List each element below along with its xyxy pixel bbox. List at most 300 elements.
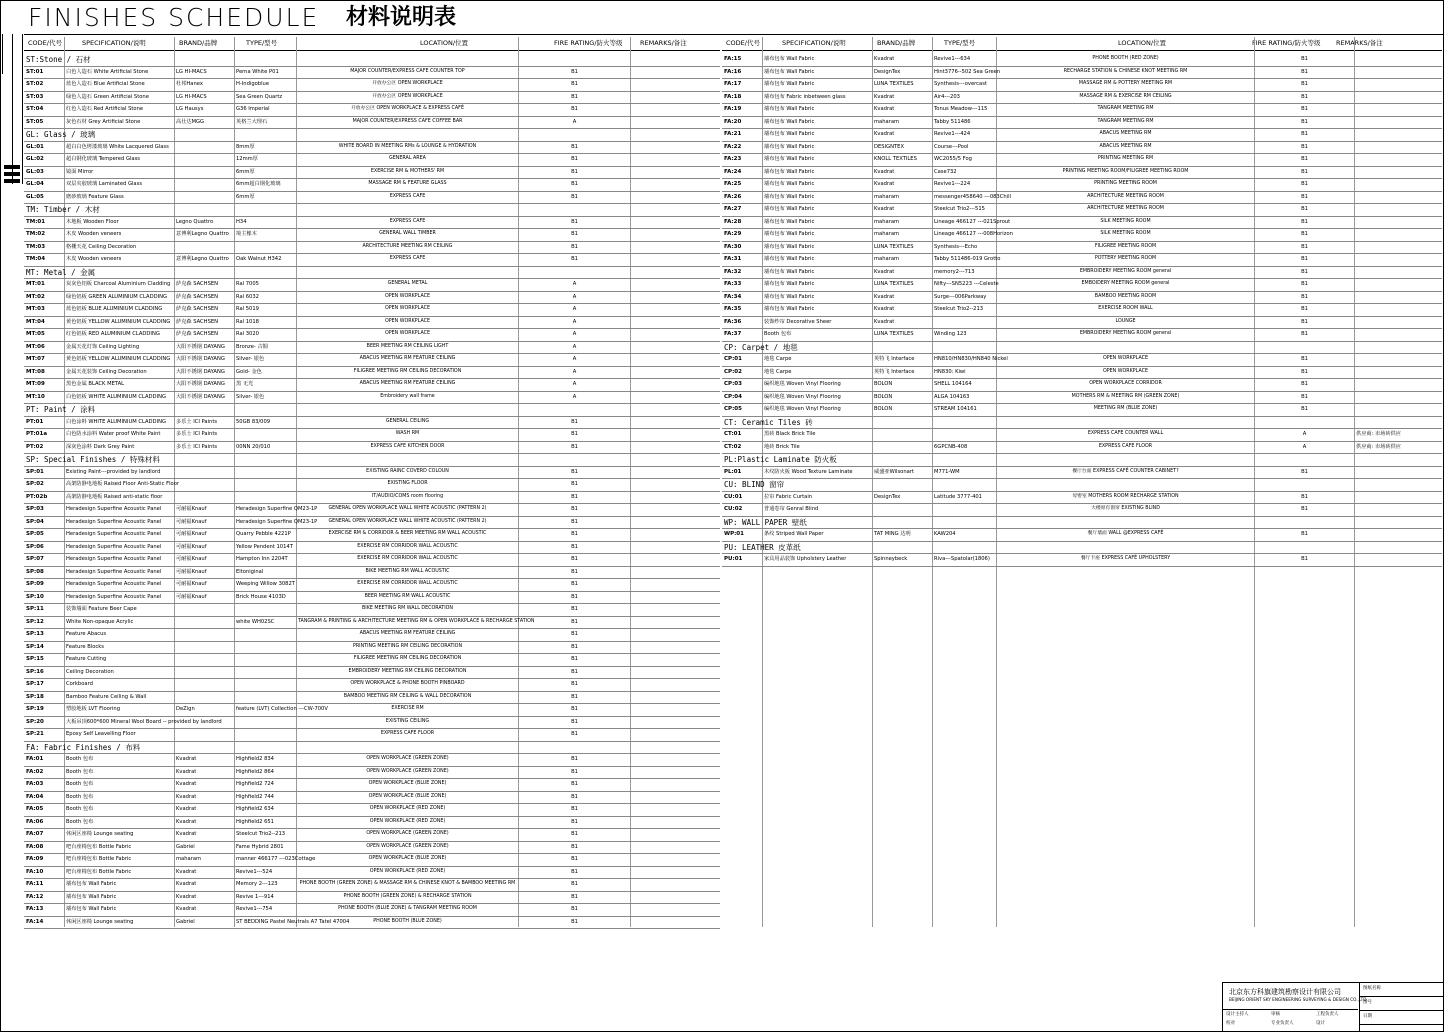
cell-location: PHONE BOOTH (GREEN ZONE) & MASSAGE RM & CHINESE KNOT & BAMBOO MEETING RM <box>299 881 516 886</box>
cell-brand: DeZign <box>176 706 195 712</box>
column-header-spec: SPECIFICATION/说明 <box>82 39 146 47</box>
cell-type: Memory 2---123 <box>236 881 278 887</box>
cell-type: Ral 6032 <box>236 293 259 300</box>
row-rule <box>24 841 720 842</box>
cell-type: Brick House 4103D <box>236 593 286 600</box>
title-block-info <box>1359 983 1444 1031</box>
row-rule <box>24 178 720 179</box>
cell-fire: B1 <box>1301 106 1308 112</box>
column-divider <box>1254 37 1255 927</box>
cell-code: CP:05 <box>724 406 742 412</box>
cell-code: TM:03 <box>26 243 46 250</box>
cell-code: FA:17 <box>724 81 742 87</box>
cell-spec: 休闲区座椅 Lounge seating <box>66 831 134 837</box>
cell-spec: 木地板 Wooden Floor <box>66 218 119 225</box>
cell-fire: B1 <box>571 781 578 787</box>
row-rule <box>24 328 720 329</box>
cell-location: 餐厅墙面 WALL @EXPRESS CAFÉ <box>1087 531 1164 536</box>
cell-spec: 蓝色人造石 Blue Artificial Stone <box>66 81 145 87</box>
cell-fire: B1 <box>571 556 578 562</box>
cell-fire: A <box>572 331 577 337</box>
cell-type: Tonus Meadow---115 <box>934 106 988 112</box>
column-header-code: CODE/代号 <box>28 39 62 47</box>
cell-location: EXPRESS CAFE FLOOR <box>1098 443 1153 449</box>
cell-fire: B1 <box>571 568 578 575</box>
row-rule <box>24 103 720 104</box>
cell-type: Ral 1018 <box>236 318 259 325</box>
cell-fire: A <box>1302 443 1307 450</box>
cell-fire: A <box>572 281 577 287</box>
cell-location: GENERAL OPEN WORKPLACE WALL WHITE ACOUSTIC (PATTERN 2) <box>328 506 487 511</box>
cell-code: MT:10 <box>26 393 45 400</box>
cell-type: WC2055/5 Fog <box>934 156 972 162</box>
cell-spec: 墙布包布 Wall Fabric <box>764 81 815 87</box>
cell-code: FA:02 <box>26 768 44 775</box>
cell-fire: A <box>572 381 577 387</box>
row-rule <box>24 66 720 67</box>
cell-location: ABACUS MEETING RM FEATURE CEILING <box>359 631 456 636</box>
cell-code: FA:25 <box>724 181 742 187</box>
section-heading: SP: Special Finishes / 特殊材料 <box>26 455 160 464</box>
cell-location: EXERCISE ROOM WALL <box>1098 306 1153 311</box>
cell-spec: 休闲区座椅 Lounge seating <box>66 918 134 925</box>
cell-type: KAW204 <box>934 531 956 537</box>
cell-spec: 墙布包布 Wall Fabric <box>764 281 815 287</box>
cell-location: EXPRESS CAFE <box>389 193 426 199</box>
column-divider <box>932 37 933 927</box>
cell-type: Tabby 511486 <box>934 118 971 125</box>
cell-spec: 炭灰色铝板 Charcoal Aluminium Cladding <box>66 281 171 287</box>
cell-location: EXERCISE RM CORRIDOR WALL ACOUSTIC <box>357 581 458 586</box>
row-rule <box>722 91 1442 92</box>
row-rule <box>722 466 1442 467</box>
row-rule <box>24 166 720 167</box>
cell-brand: 可耐福Knauf <box>176 518 207 525</box>
cell-location: EXISTING FLOOR <box>387 481 428 486</box>
cell-spec: 超白白色烤漆玻璃 White Lacquered Glass <box>66 143 169 150</box>
cell-location: BIKE MEETING RM WALL DECORATION <box>361 606 454 611</box>
cell-fire: B1 <box>1301 331 1308 337</box>
cell-type: HN810/HN830/HN840 Nickel <box>934 356 1008 362</box>
cell-spec: 黑色金属 BLACK METAL <box>66 381 125 387</box>
cell-spec: 拉帘 Fabric Curtain <box>764 493 813 500</box>
row-rule <box>24 491 720 492</box>
cell-code: MT:07 <box>26 356 45 362</box>
row-rule <box>24 528 720 529</box>
row-rule <box>24 153 720 154</box>
cell-type: Revive1---754 <box>236 906 273 912</box>
cell-spec: 墙布包布 Wall Fabric <box>66 893 117 900</box>
cell-location: OPEN WORKPLACE (BLUE ZONE) <box>368 793 447 799</box>
cell-location: TANGRAM MEETING RM <box>1097 106 1154 111</box>
cell-location: ABACUS MEETING RM FEATURE CEILING <box>359 381 456 386</box>
cell-code: SP:16 <box>26 668 44 675</box>
cell-code: PT:01 <box>26 418 44 425</box>
cell-location: TANGRAM MEETING RM <box>1097 118 1154 124</box>
cell-code: FA:09 <box>26 856 44 862</box>
cell-type: H-Indigoblue <box>236 81 270 87</box>
cell-type: H34 <box>236 218 247 225</box>
cell-spec: 黑砖 Black Brick Tile <box>764 431 816 437</box>
cell-fire: B1 <box>571 606 578 612</box>
cell-spec: 超白钢化玻璃 Tempered Glass <box>66 156 140 162</box>
row-rule <box>722 403 1442 404</box>
cell-code: MT:02 <box>26 293 45 300</box>
cell-type: G36 Imperial <box>236 106 270 112</box>
cell-code: SP:03 <box>26 506 44 512</box>
cell-fire: B1 <box>571 468 578 475</box>
cell-spec: 编织地毯 Woven Vinyl Flooring <box>764 393 841 400</box>
row-rule <box>24 541 720 542</box>
cell-brand: 意博利Legno Quattro <box>176 231 229 237</box>
row-rule <box>24 653 720 654</box>
cell-type: Nifty---SN5223 ---Celeste <box>934 281 999 287</box>
cell-brand: 可耐福Knauf <box>176 556 207 562</box>
cell-spec: 编织地毯 Woven Vinyl Flooring <box>764 406 841 412</box>
cell-code: PL:01 <box>724 468 742 475</box>
cell-type: manner 466177 ---023Cottage <box>236 856 316 862</box>
cell-type: Sea Green Quartz <box>236 93 283 100</box>
cell-fire: B1 <box>571 693 578 700</box>
cell-type: 00NN 20/010 <box>236 443 271 450</box>
cell-location: PHONE BOOTH (RED ZONE) <box>1092 56 1159 61</box>
cell-location: PRINTING MEETING RM CEILING DECORATION <box>352 643 463 649</box>
cell-spec: 墙布包布 Wall Fabric <box>764 218 815 225</box>
cell-spec: 墙布包布 Wall Fabric <box>764 293 815 300</box>
cell-spec: 木皮 Wooden veneers <box>66 256 122 262</box>
cell-spec: 墙布包布 Wall Fabric <box>66 906 117 912</box>
cell-type: Oak Walnut H342 <box>236 256 282 262</box>
cell-code: FA:07 <box>26 831 44 837</box>
cell-fire: B1 <box>1301 143 1308 150</box>
cell-type: Revive1---634 <box>934 56 971 62</box>
cell-code: MT:08 <box>26 368 45 375</box>
cell-brand: LG Hausys <box>176 106 204 112</box>
cell-brand: Kvadrat <box>176 881 197 887</box>
cell-fire: B1 <box>571 856 578 862</box>
row-rule <box>24 703 720 704</box>
cell-brand: 萨克森 SACHSEN <box>176 293 219 300</box>
cell-spec: 白色防水涂料 Water proof White Paint <box>66 431 161 437</box>
cell-remarks: 供应商: 市场砖供应 <box>1356 431 1401 437</box>
cell-code: FA:14 <box>26 918 44 925</box>
column-header-location: LOCATION/位置 <box>420 39 469 47</box>
cell-fire: B1 <box>571 518 578 525</box>
cell-brand: Kvadrat <box>176 793 197 800</box>
cell-code: WP:01 <box>724 531 744 537</box>
cell-fire: B1 <box>571 143 578 150</box>
cell-type: 8mm厚 <box>236 143 255 150</box>
cell-location: WASH RM <box>395 431 420 436</box>
cell-spec: Feature Abacus <box>66 631 107 637</box>
cell-spec: 墙布包布 Fabric inbetween glass <box>764 93 846 100</box>
cell-spec: 高架防静电地板 Raised anti-static floor <box>66 493 163 500</box>
cell-spec: 墙布包布 Wall Fabric <box>764 193 815 200</box>
row-rule <box>24 616 720 617</box>
row-rule <box>24 828 720 829</box>
cell-code: TM:01 <box>26 218 46 225</box>
cell-type: Gold- 金色 <box>236 368 262 375</box>
cell-code: SP:14 <box>26 643 44 650</box>
cell-fire: B1 <box>571 181 578 187</box>
cell-brand: 可耐福Knauf <box>176 581 207 587</box>
cell-spec: 黄色铝板 YELLOW ALUMINIUM CLADDING <box>66 318 171 325</box>
cell-spec: Heradesign Superfine Acoustic Panel <box>66 543 162 550</box>
cell-spec: Heradesign Superfine Acoustic Panel <box>66 531 162 537</box>
cell-spec: Heradesign Superfine Acoustic Panel <box>66 556 162 562</box>
cell-spec: 金属天花灯饰 Ceiling Lighting <box>66 343 140 350</box>
cell-spec: Booth 包布 <box>764 331 792 337</box>
cell-location: 餐厅台面 EXPRESS CAFÉ COUNTER CABINET? <box>1072 468 1179 474</box>
cell-brand: Kvadrat <box>176 756 197 762</box>
cell-spec: 金属天花装饰 Ceiling Decoration <box>66 368 147 375</box>
cell-fire: B1 <box>1301 168 1308 175</box>
cell-type: Steelcut Trio2--213 <box>236 831 286 837</box>
cell-spec: 装饰纱帘 Decorative Sheer <box>764 318 832 325</box>
row-rule <box>722 291 1442 292</box>
cell-brand: Kvadrat <box>176 906 197 912</box>
cell-code: MT:06 <box>26 343 45 350</box>
cell-fire: B1 <box>571 768 578 775</box>
cell-code: TM:04 <box>26 256 46 262</box>
cell-location: EXPRESS CAFE COUNTER WALL <box>1087 431 1164 436</box>
cell-brand: Kvadrat <box>874 93 895 100</box>
header-rule <box>722 50 1442 51</box>
cell-brand: LUNA TEXTILES <box>874 243 914 250</box>
cell-location: OPEN WORKPLACE & PHONE BOOTH PINBOARD <box>350 681 465 686</box>
cell-code: FA:24 <box>724 168 742 175</box>
title-block-label: 审核 <box>1271 1012 1280 1017</box>
cell-fire: B1 <box>571 631 578 637</box>
cell-type: Revive1---524 <box>236 868 273 875</box>
cell-location: EMBROIDERY MEETING ROOM general <box>1079 268 1172 274</box>
cell-location: OPEN WORKPLACE (GREEN ZONE) <box>366 768 449 774</box>
cell-spec: Heradesign Superfine Acoustic Panel <box>66 568 162 575</box>
cell-type: white WH02SC <box>236 618 275 625</box>
cell-type: Winding 123 <box>934 331 967 337</box>
cell-fire: B1 <box>571 718 578 725</box>
row-rule <box>722 366 1442 367</box>
cell-location: SILK MEETING ROOM <box>1100 218 1151 224</box>
cell-brand: BOLON <box>874 406 893 412</box>
cell-brand: LUNA TEXTILES <box>874 281 914 287</box>
cell-location: EXERCISE RM CORRIDOR WALL ACOUSTIC <box>357 556 458 561</box>
cell-type: Eltoniginal <box>236 568 264 575</box>
cell-type: Revive1---224 <box>934 181 971 187</box>
cell-fire: B1 <box>1301 406 1308 412</box>
cell-location: OPEN WORKPLACE <box>384 306 431 311</box>
cell-code: ST:02 <box>26 81 44 87</box>
cell-code: FA:10 <box>26 868 44 875</box>
cell-fire: B1 <box>571 493 578 500</box>
row-rule <box>24 428 720 429</box>
cell-spec: 墙布包布 Wall Fabric <box>764 131 815 137</box>
cell-type: 6GPCNB-408 <box>934 443 968 450</box>
row-rule <box>24 716 720 717</box>
cell-type: Bronze- 古铜 <box>236 343 268 350</box>
cell-code: FA:01 <box>26 756 44 762</box>
row-rule <box>722 103 1442 104</box>
cell-fire: B1 <box>1301 506 1308 512</box>
cell-brand: maharam <box>874 218 900 225</box>
cell-fire: B1 <box>1301 368 1308 375</box>
cell-spec: 白色涂料 WHITE ALUMINIUM CLADDING <box>66 418 166 425</box>
cell-location: OPEN WORKPLACE (RED ZONE) <box>369 868 446 874</box>
cell-code: SP:04 <box>26 518 44 525</box>
cell-spec: 墙布包布 Wall Fabric <box>764 156 815 162</box>
cell-spec: 墙布包布 Wall Fabric <box>764 206 815 212</box>
cell-type: 黑 无光 <box>236 381 254 387</box>
cell-fire: B1 <box>571 731 578 737</box>
company-name-en: BEIJING ORIENT SKY ENGINEERING SURVEYING & DESIGN CO.,LTD. <box>1229 997 1368 1002</box>
cell-code: CP:04 <box>724 393 742 400</box>
cell-brand: 多乐士 ICI Paints <box>176 418 218 425</box>
cell-spec: 白色铝板 WHITE ALUMINIUM CLADDING <box>66 393 166 400</box>
cell-brand: 萨克森 SACHSEN <box>176 281 219 287</box>
cell-fire: B1 <box>571 81 578 87</box>
cell-code: PT:02b <box>26 493 48 500</box>
cell-type: Hampton Inn 2204T <box>236 556 288 562</box>
cell-brand: 意博利Legno Quattro <box>176 256 229 262</box>
section-heading: CP: Carpet / 地毯 <box>724 342 798 352</box>
cell-spec: 木皮 Wooden veneers <box>66 231 122 237</box>
cell-fire: B1 <box>1301 381 1308 387</box>
row-rule <box>722 278 1442 279</box>
cell-code: MT:09 <box>26 381 45 387</box>
cell-fire: B1 <box>571 918 578 925</box>
cell-type: Quarry Pebble 4221P <box>236 531 291 537</box>
cell-type: Heradesign Superfine QM23-1P <box>236 518 318 525</box>
row-rule <box>24 641 720 642</box>
cell-fire: B1 <box>571 431 578 437</box>
header-rule <box>24 50 720 51</box>
cell-fire: B1 <box>1301 556 1308 562</box>
cell-code: GL:05 <box>26 193 44 200</box>
cell-brand: Gabriel <box>176 918 195 925</box>
cell-code: FA:11 <box>26 881 44 887</box>
row-rule <box>24 266 720 267</box>
cell-location: EXERCISE RM CORRIDOR WALL ACOUSTIC <box>357 543 458 549</box>
cell-spec: 灰色石材 Grey Artificial Stone <box>66 118 141 125</box>
cell-spec: 绿色人造石 Green Artificial Stone <box>66 93 149 100</box>
row-rule <box>722 341 1442 342</box>
row-rule <box>24 203 720 204</box>
section-heading: CU: BLIND 窗帘 <box>724 480 785 489</box>
cell-code: SP:17 <box>26 681 44 687</box>
section-heading: GL: Glass / 玻璃 <box>26 130 96 139</box>
cell-type: Silver- 银色 <box>236 393 265 400</box>
cell-location: Embroidery wall frame <box>380 393 435 399</box>
cell-fire: A <box>1302 431 1307 437</box>
row-rule <box>24 766 720 767</box>
cell-spec: Booth 包布 <box>66 768 94 775</box>
row-rule <box>722 228 1442 229</box>
column-divider <box>234 37 235 927</box>
cell-code: SP:19 <box>26 706 44 712</box>
cell-spec: 墙布包布 Wall Fabric <box>764 143 815 150</box>
row-rule <box>722 116 1442 117</box>
row-rule <box>722 253 1442 254</box>
row-rule <box>24 291 720 292</box>
cell-brand: Kvadrat <box>874 181 895 187</box>
signature-row <box>1223 1009 1358 1030</box>
cell-brand: 萨克森 SACHSEN <box>176 318 219 325</box>
cell-fire: B1 <box>1301 356 1308 362</box>
cell-brand: LG HI-MACS <box>176 93 207 100</box>
row-rule <box>24 503 720 504</box>
cell-fire: B1 <box>1301 181 1308 187</box>
cell-fire: A <box>572 356 577 362</box>
cell-type: Synthesis---overcast <box>934 81 987 87</box>
row-rule <box>24 903 720 904</box>
row-rule <box>722 191 1442 192</box>
cell-code: PU:01 <box>724 556 743 562</box>
cell-code: ST:05 <box>26 118 44 125</box>
title-block-label: 设计 <box>1316 1021 1325 1026</box>
cell-location: EXERCISE RM & CORRIDOR & BEER MEETING RM WALL ACOUSTIC <box>328 531 487 536</box>
cell-type: Tabby 511486-019 Grotto <box>934 256 1001 262</box>
cell-code: MT:05 <box>26 331 45 337</box>
cell-spec: 格栅天花 Ceiling Decoration <box>66 243 137 250</box>
cell-location: EXISTING CEILING <box>385 718 430 724</box>
cell-remarks: 供应商: 市场砖供应 <box>1356 443 1401 450</box>
cell-code: SP:06 <box>26 543 44 550</box>
cell-brand: 可耐福Knauf <box>176 593 207 600</box>
cell-fire: A <box>572 393 577 400</box>
cell-brand: Spinneybeck <box>874 556 908 562</box>
cell-code: PT:02 <box>26 443 44 450</box>
cell-type: Lineage 466127 ---008Horizon <box>934 231 1013 237</box>
cell-code: FA:19 <box>724 106 742 112</box>
cell-spec: 墙布包布 Wall Fabric <box>764 118 815 125</box>
column-header-brand: BRAND/品牌 <box>877 39 916 47</box>
cell-type: Ral 5019 <box>236 306 259 312</box>
row-rule <box>24 416 720 417</box>
cell-location: GENERAL WALL TIMBER <box>379 231 436 236</box>
row-rule <box>722 153 1442 154</box>
cell-code: FA:18 <box>724 93 742 100</box>
cell-brand: LUNA TEXTILES <box>874 331 914 337</box>
cell-spec: Heradesign Superfine Acoustic Panel <box>66 518 162 525</box>
row-rule <box>24 441 720 442</box>
column-header-code: CODE/代号 <box>726 39 760 47</box>
cell-location: OPEN WORKPLACE (GREEN ZONE) <box>366 831 449 836</box>
cell-code: FA:30 <box>724 243 742 250</box>
row-rule <box>722 391 1442 392</box>
cell-code: GL:03 <box>26 168 44 175</box>
cell-fire: B1 <box>1301 68 1308 75</box>
column-divider <box>1354 37 1355 927</box>
cell-code: SP:02 <box>26 481 44 487</box>
row-rule <box>722 478 1442 479</box>
cell-code: FA:21 <box>724 131 742 137</box>
cell-type: STREAM 104161 <box>934 406 977 412</box>
cell-brand: KNOLL TEXTILES <box>874 156 917 162</box>
cell-spec: 墙布包布 Wall Fabric <box>764 68 815 75</box>
row-rule <box>24 191 720 192</box>
column-divider <box>630 37 631 927</box>
cell-spec: 墙布包布 Wall Fabric <box>764 231 815 237</box>
section-heading: PL:Plastic Laminate 防火板 <box>724 455 837 464</box>
cell-spec: 绿色铝板 GREEN ALUMINIUM CLADDING <box>66 293 168 300</box>
row-rule <box>24 91 720 92</box>
cell-code: FA:12 <box>26 893 44 900</box>
cell-code: SP:20 <box>26 718 44 725</box>
row-rule <box>24 928 720 929</box>
cell-spec: Heradesign Superfine Acoustic Panel <box>66 581 162 587</box>
cell-fire: B1 <box>1301 118 1308 125</box>
cell-location: GENERAL METAL <box>387 281 428 286</box>
